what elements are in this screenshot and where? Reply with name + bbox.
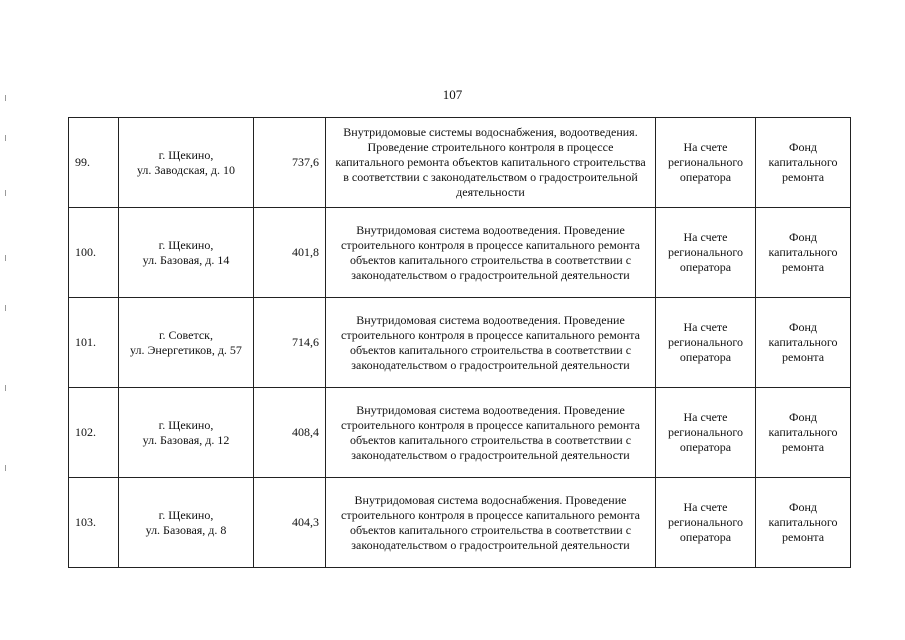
area-cell: 408,4 bbox=[254, 388, 326, 478]
address-street: ул. Базовая, д. 12 bbox=[142, 432, 230, 447]
address-city: г. Щекино, bbox=[158, 147, 214, 162]
table-row bbox=[69, 388, 851, 478]
page-number: 107 bbox=[442, 87, 463, 102]
row-number: 102. bbox=[69, 388, 119, 478]
margin-scan-marks bbox=[5, 95, 7, 475]
account-cell: На счете регионального оператора bbox=[656, 478, 756, 568]
work-description: Внутридомовая система водоотведения. Проведение строительного контроля в процессе капитального ремонта объектов капитального строительства в соответствии с законодательством о градостроительной деятельности bbox=[326, 298, 656, 388]
area-cell: 404,3 bbox=[254, 478, 326, 568]
repair-works-table bbox=[68, 117, 851, 568]
table-row bbox=[69, 118, 851, 208]
address-street: ул. Энергетиков, д. 57 bbox=[130, 342, 242, 357]
address-city: г. Щекино, bbox=[158, 417, 214, 432]
funding-source-cell: Фонд капитального ремонта bbox=[756, 478, 851, 568]
address-street: ул. Заводская, д. 10 bbox=[136, 162, 236, 177]
account-cell: На счете регионального оператора bbox=[656, 298, 756, 388]
account-cell: На счете регионального оператора bbox=[656, 118, 756, 208]
address-street: ул. Базовая, д. 8 bbox=[145, 522, 227, 537]
address-cell bbox=[119, 478, 254, 568]
row-number: 99. bbox=[69, 118, 119, 208]
funding-source-cell: Фонд капитального ремонта bbox=[756, 298, 851, 388]
address-city: г. Советск, bbox=[158, 327, 214, 342]
address-cell bbox=[119, 388, 254, 478]
table-row bbox=[69, 298, 851, 388]
address-cell bbox=[119, 298, 254, 388]
funding-source-cell: Фонд капитального ремонта bbox=[756, 388, 851, 478]
area-cell: 737,6 bbox=[254, 118, 326, 208]
address-street: ул. Базовая, д. 14 bbox=[142, 252, 230, 267]
funding-source-cell: Фонд капитального ремонта bbox=[756, 208, 851, 298]
row-number: 101. bbox=[69, 298, 119, 388]
account-cell: На счете регионального оператора bbox=[656, 388, 756, 478]
funding-source-cell: Фонд капитального ремонта bbox=[756, 118, 851, 208]
row-number: 103. bbox=[69, 478, 119, 568]
table-row bbox=[69, 208, 851, 298]
work-description: Внутридомовая система водоотведения. Проведение строительного контроля в процессе капитального ремонта объектов капитального строительства в соответствии с законодательством о градостроительной деятельности bbox=[326, 208, 656, 298]
table-row bbox=[69, 478, 851, 568]
work-description: Внутридомовые системы водоснабжения, водоотведения. Проведение строительного контроля в процессе капитального ремонта объектов капитального строительства в соответствии с законодательством о градостроительной деятельности bbox=[326, 118, 656, 208]
address-cell bbox=[119, 118, 254, 208]
work-description: Внутридомовая система водоснабжения. Проведение строительного контроля в процессе капитального ремонта объектов капитального строительства в соответствии с законодательством о градостроительной деятельности bbox=[326, 478, 656, 568]
address-city: г. Щекино, bbox=[158, 507, 214, 522]
area-cell: 714,6 bbox=[254, 298, 326, 388]
area-cell: 401,8 bbox=[254, 208, 326, 298]
address-city: г. Щекино, bbox=[158, 237, 214, 252]
row-number: 100. bbox=[69, 208, 119, 298]
account-cell: На счете регионального оператора bbox=[656, 208, 756, 298]
work-description: Внутридомовая система водоотведения. Проведение строительного контроля в процессе капитального ремонта объектов капитального строительства в соответствии с законодательством о градостроительной деятельности bbox=[326, 388, 656, 478]
address-cell bbox=[119, 208, 254, 298]
